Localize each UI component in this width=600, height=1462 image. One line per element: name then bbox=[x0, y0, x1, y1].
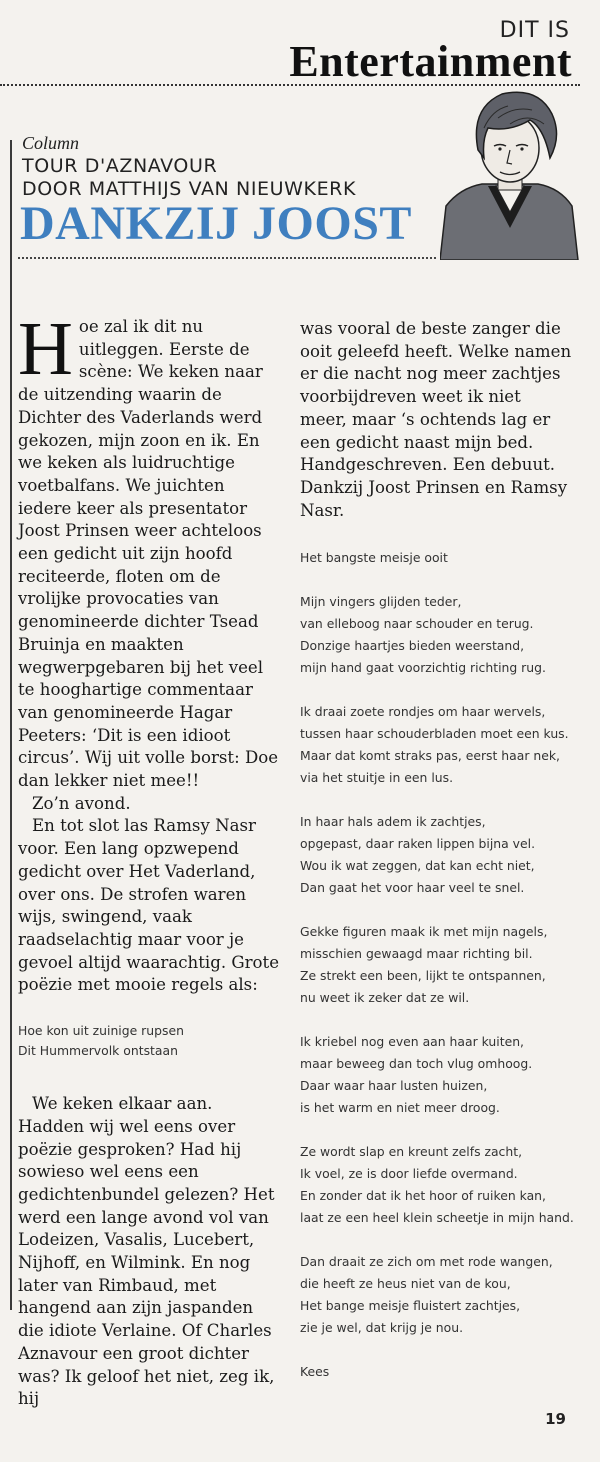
poem-line: Ze strekt een been, lijkt te ontspannen, bbox=[300, 968, 546, 983]
poem-line: opgepast, daar raken lippen bijna vel. bbox=[300, 836, 536, 851]
poem-line: nu weet ik zeker dat ze wil. bbox=[300, 990, 470, 1005]
poem-stanza bbox=[300, 1251, 590, 1339]
headline-dotted-divider bbox=[18, 257, 436, 259]
poem-line: Ik kriebel nog even aan haar kuiten, bbox=[300, 1034, 524, 1049]
poem-line: In haar hals adem ik zachtjes, bbox=[300, 814, 486, 829]
poem-line: zie je wel, dat krijg je nou. bbox=[300, 1320, 464, 1335]
poem-stanzas bbox=[300, 591, 590, 1339]
poem bbox=[300, 547, 590, 1383]
top-dotted-divider bbox=[0, 84, 580, 86]
poem-line: Maar dat komt straks pas, eerst haar nek, bbox=[300, 748, 560, 763]
poem-line: Het bange meisje fluistert zachtjes, bbox=[300, 1298, 521, 1313]
quoted-verse-line-1: Hoe kon uit zuinige rupsen bbox=[18, 1023, 184, 1039]
poem-line: Daar waar haar lusten huizen, bbox=[300, 1078, 488, 1093]
column-subtitle-line1: TOUR D'AZNAVOUR bbox=[22, 155, 218, 177]
poem-line: Dan gaat het voor haar veel te snel. bbox=[300, 880, 525, 895]
column-subtitle-line2: DOOR MATTHIJS VAN NIEUWKERK bbox=[22, 178, 357, 200]
article-paragraph-3: En tot slot las Ramsy Nasr voor. Een lang opzwepend gedicht over Het Vaderland, over ons. De strofen waren wijs, swingend, vaak raadselachtig maar voor je gevoel altijd waarachtig. Grote poëzie met mooie regels als: bbox=[18, 816, 280, 995]
poem-line: Ik voel, ze is door liefde overmand. bbox=[300, 1166, 518, 1181]
poem-line: Ik draai zoete rondjes om haar wervels, bbox=[300, 704, 546, 719]
poem-line: Dan draait ze zich om met rode wangen, bbox=[300, 1254, 553, 1269]
poem-line: Ze wordt slap en kreunt zelfs zacht, bbox=[300, 1144, 523, 1159]
section-title: Entertainment bbox=[289, 37, 572, 86]
poem-stanza bbox=[300, 701, 590, 789]
article-right-column bbox=[300, 318, 572, 522]
poem-stanza bbox=[300, 921, 590, 1009]
article-paragraph-5: was vooral de beste zanger die ooit geleefd heeft. Welke namen er die nacht nog meer zachtjes voorbijdreven weet ik niet meer, maar ‘s ochtends lag er een gedicht naast mijn bed. Handgeschreven. Een debuut. Dankzij Joost Prinsen en Ramsy Nasr. bbox=[300, 319, 572, 520]
column-vertical-rule bbox=[10, 140, 12, 1310]
poem-line: tussen haar schouderbladen moet een kus. bbox=[300, 726, 569, 741]
article-paragraph-1 bbox=[18, 307, 280, 793]
poem-line: laat ze een heel klein scheetje in mijn hand. bbox=[300, 1210, 574, 1225]
poem-title: Het bangste meisje ooit bbox=[300, 550, 448, 565]
poem-signature: Kees bbox=[300, 1364, 330, 1379]
poem-line: via het stuitje in een lus. bbox=[300, 770, 454, 785]
poem-stanza bbox=[300, 1031, 590, 1119]
poem-stanza bbox=[300, 811, 590, 899]
section-label: DIT IS bbox=[499, 18, 570, 43]
article-paragraph-2: Zo’n avond. bbox=[32, 793, 131, 813]
poem-line: die heeft ze heus niet van de kou, bbox=[300, 1276, 511, 1291]
poem-stanza bbox=[300, 591, 590, 679]
poem-line: En zonder dat ik het hoor of ruiken kan, bbox=[300, 1188, 546, 1203]
poem-line: mijn hand gaat voorzichtig richting rug. bbox=[300, 660, 546, 675]
article-paragraph-4: We keken elkaar aan. Hadden wij wel eens over poëzie gesproken? Had hij sowieso wel eens een gedichtenbundel gelezen? Het werd een lange avond vol van Lodeizen, Vasalis, Lucebert, Nijhoff, en Wilmink. En nog later van Rimbaud, met hangend aan zijn jaspanden die idiote Verlaine. Of Charles Aznavour een groot dichter was? Ik geloof het niet, zeg ik, hij bbox=[18, 1094, 275, 1409]
poem-line: maar beweeg dan toch vlug omhoog. bbox=[300, 1056, 533, 1071]
poem-line: is het warm en niet meer droog. bbox=[300, 1100, 500, 1115]
poem-stanza bbox=[300, 1141, 590, 1229]
poem-line: Donzige haartjes bieden weerstand, bbox=[300, 638, 525, 653]
quoted-verse-line-2: Dit Hummervolk ontstaan bbox=[18, 1043, 178, 1059]
column-kicker: Column bbox=[22, 133, 80, 153]
poem-line: Gekke figuren maak ik met mijn nagels, bbox=[300, 924, 548, 939]
headline: DANKZIJ JOOST bbox=[20, 197, 412, 250]
poem-line: van elleboog naar schouder en terug. bbox=[300, 616, 534, 631]
dropcap: H bbox=[18, 307, 73, 391]
author-portrait-illustration bbox=[440, 88, 580, 260]
poem-line: misschien gewaagd maar richting bil. bbox=[300, 946, 533, 961]
page-number: 19 bbox=[545, 1410, 566, 1428]
poem-line: Wou ik wat zeggen, dat kan echt niet, bbox=[300, 858, 535, 873]
article-paragraph-1-text: oe zal ik dit nu uitleggen. Eerste de scène: We keken naar de uitzending waarin de Dichter des Vaderlands werd gekozen, mijn zoon en ik. En we keken als luidruchtige voetbalfans. We juichten iedere keer als presentator Joost Prinsen weer achteloos een gedicht uit zijn hoofd reciteerde, floten om de vrolijke provocaties van genomineerde dichter Tsead Bruinja en maakten wegwerpgebaren bij het veel te hooghartige commentaar van genomineerde Hagar Peeters: ‘Dit is een idioot circus’. Wij uit volle borst: Doe dan lekker niet mee!! bbox=[18, 317, 279, 791]
quoted-verse bbox=[18, 1021, 280, 1061]
poem-line: Mijn vingers glijden teder, bbox=[300, 594, 462, 609]
article-left-column bbox=[18, 307, 280, 1411]
